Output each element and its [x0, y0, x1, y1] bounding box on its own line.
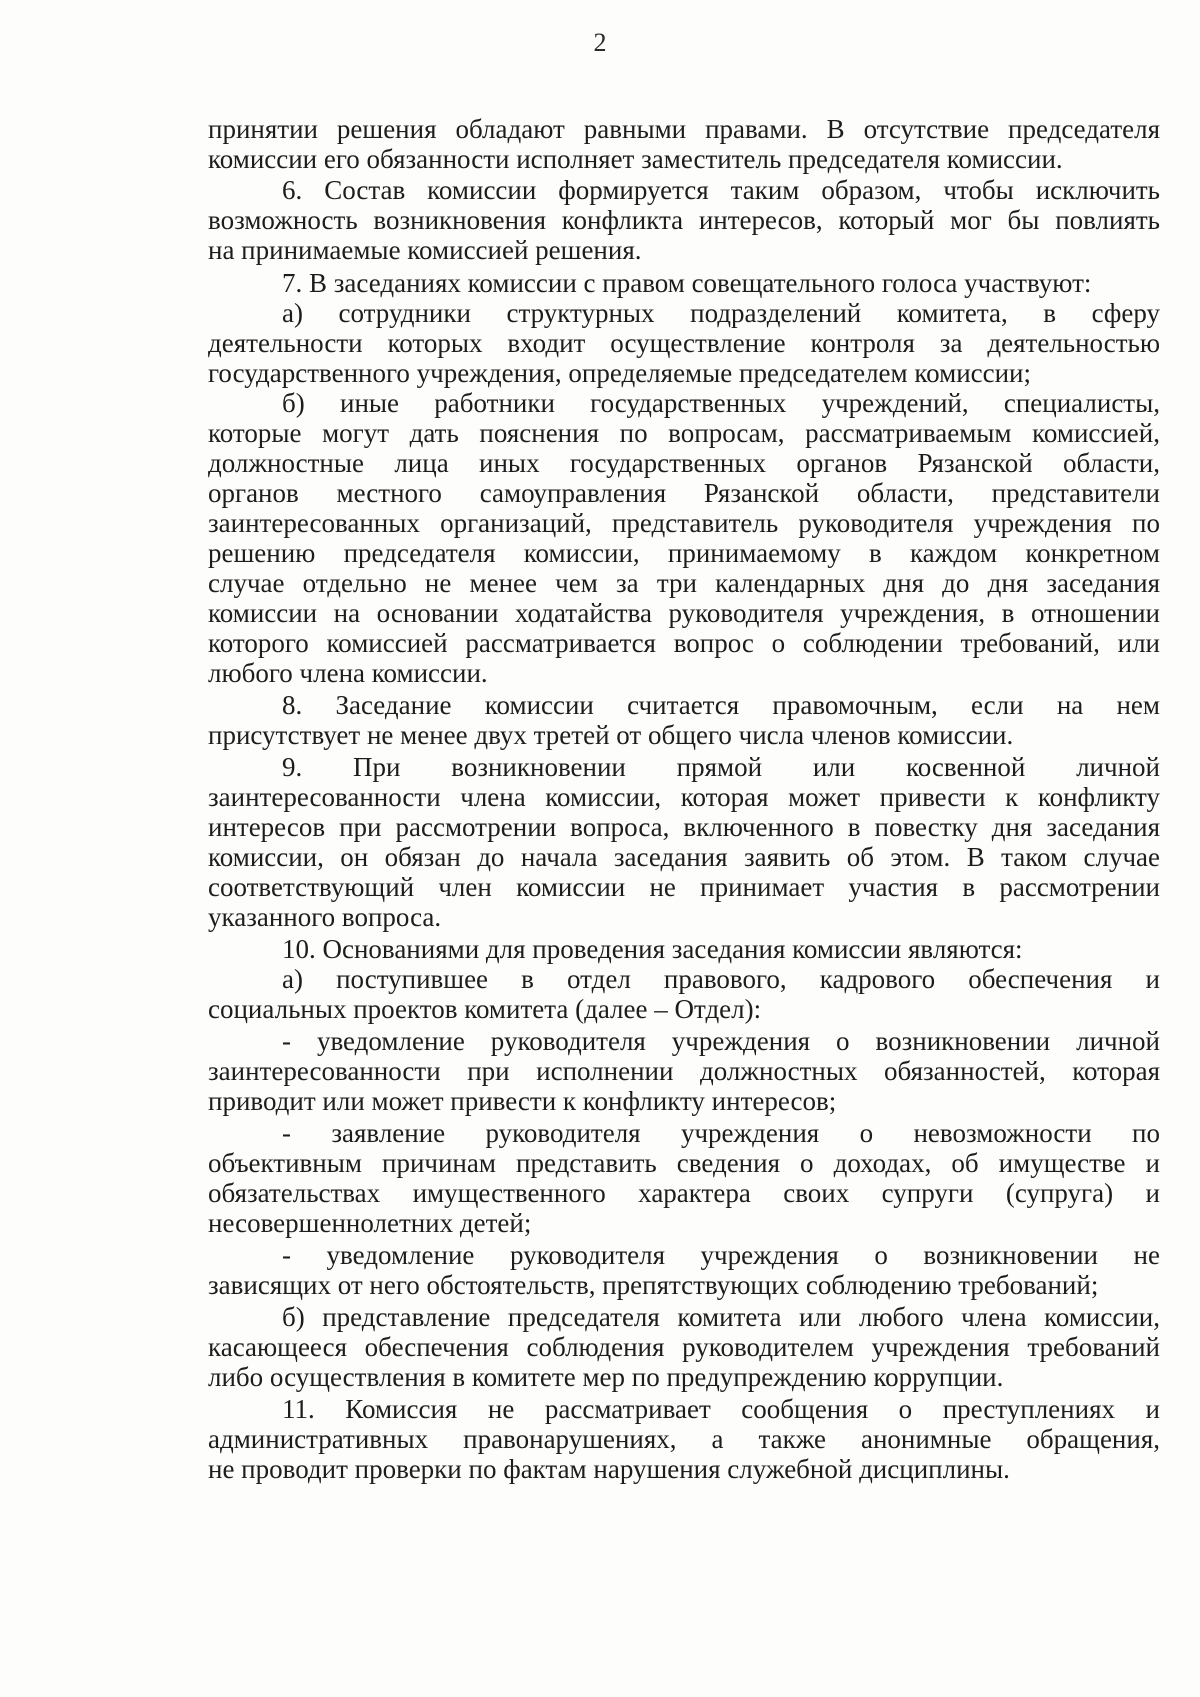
text-line: государственного учреждения, определяемые председателем комиссии;	[208, 358, 1032, 388]
text-line: - заявление руководителя учреждения о невозможности по	[282, 1118, 1160, 1148]
text-line: заинтересованности члена комиссии, которая может привести к конфликту	[208, 782, 1160, 812]
page-number: 2	[593, 28, 607, 57]
text-line: зависящих от него обстоятельств, препятствующих соблюдению требований;	[208, 1270, 1099, 1300]
text-line: либо осуществления в комитете мер по предупреждению коррупции.	[208, 1362, 1004, 1392]
text-line: заинтересованности при исполнении должностных обязанностей, которая	[208, 1056, 1160, 1086]
text-line: решению председателя комиссии, принимаемому в каждом конкретном	[208, 538, 1160, 568]
text-line: не проводит проверки по фактам нарушения служебной дисциплины.	[208, 1454, 1010, 1484]
text-line: случае отдельно не менее чем за три календарных дня до дня заседания	[208, 568, 1160, 598]
text-line: несовершеннолетних детей;	[208, 1208, 532, 1238]
text-line: комиссии его обязанности исполняет заместитель председателя комиссии.	[208, 144, 1063, 174]
text-line: административных правонарушениях, а также анонимные обращения,	[208, 1424, 1160, 1454]
text-line: социальных проектов комитета (далее – Отдел):	[208, 994, 762, 1024]
text-line: а) поступившее в отдел правового, кадрового обеспечения и	[282, 964, 1160, 994]
text-line: принятии решения обладают равными правами. В отсутствие председателя	[208, 114, 1160, 144]
text-line: касающееся обеспечения соблюдения руководителем учреждения требований	[208, 1332, 1160, 1362]
text-line: - уведомление руководителя учреждения о возникновении не	[282, 1240, 1160, 1270]
text-line: деятельности которых входит осуществление контроля за деятельностью	[208, 328, 1160, 358]
text-line: интересов при рассмотрении вопроса, включенного в повестку дня заседания	[208, 812, 1160, 842]
text-line: обязательствах имущественного характера своих супруги (супруга) и	[208, 1178, 1160, 1208]
text-line: должностные лица иных государственных органов Рязанской области,	[208, 448, 1160, 478]
text-line: 10. Основаниями для проведения заседания комиссии являются:	[282, 934, 1023, 964]
text-line: б) иные работники государственных учреждений, специалисты,	[282, 388, 1160, 418]
text-line: приводит или может привести к конфликту интересов;	[208, 1086, 837, 1116]
text-line: 11. Комиссия не рассматривает сообщения о преступлениях и	[282, 1394, 1160, 1424]
text-line: заинтересованных организаций, представитель руководителя учреждения по	[208, 508, 1160, 538]
text-line: возможность возникновения конфликта интересов, который мог бы повлиять	[208, 205, 1160, 235]
text-line: комиссии на основании ходатайства руководителя учреждения, в отношении	[208, 598, 1160, 628]
text-line: б) представление председателя комитета или любого члена комиссии,	[282, 1302, 1160, 1332]
text-line: на принимаемые комиссией решения.	[208, 235, 642, 265]
text-line: соответствующий член комиссии не принимает участия в рассмотрении	[208, 872, 1160, 902]
text-line: - уведомление руководителя учреждения о возникновении личной	[282, 1026, 1160, 1056]
text-line: комиссии, он обязан до начала заседания заявить об этом. В таком случае	[208, 842, 1160, 872]
text-line: присутствует не менее двух третей от общего числа членов комиссии.	[208, 720, 1014, 750]
text-line: 7. В заседаниях комиссии с правом совещательного голоса участвуют:	[282, 268, 1092, 298]
text-line: которые могут дать пояснения по вопросам, рассматриваемым комиссией,	[208, 418, 1160, 448]
text-line: объективным причинам представить сведения о доходах, об имуществе и	[208, 1148, 1160, 1178]
text-line: указанного вопроса.	[208, 902, 442, 932]
text-line: 6. Состав комиссии формируется таким образом, чтобы исключить	[282, 175, 1160, 205]
text-line: а) сотрудники структурных подразделений комитета, в сферу	[282, 298, 1160, 328]
text-line: 9. При возникновении прямой или косвенной личной	[282, 752, 1160, 782]
text-line: органов местного самоуправления Рязанской области, представители	[208, 478, 1160, 508]
text-line: любого члена комиссии.	[208, 658, 488, 688]
text-line: 8. Заседание комиссии считается правомочным, если на нем	[282, 690, 1160, 720]
text-line: которого комиссией рассматривается вопрос о соблюдении требований, или	[208, 628, 1160, 658]
